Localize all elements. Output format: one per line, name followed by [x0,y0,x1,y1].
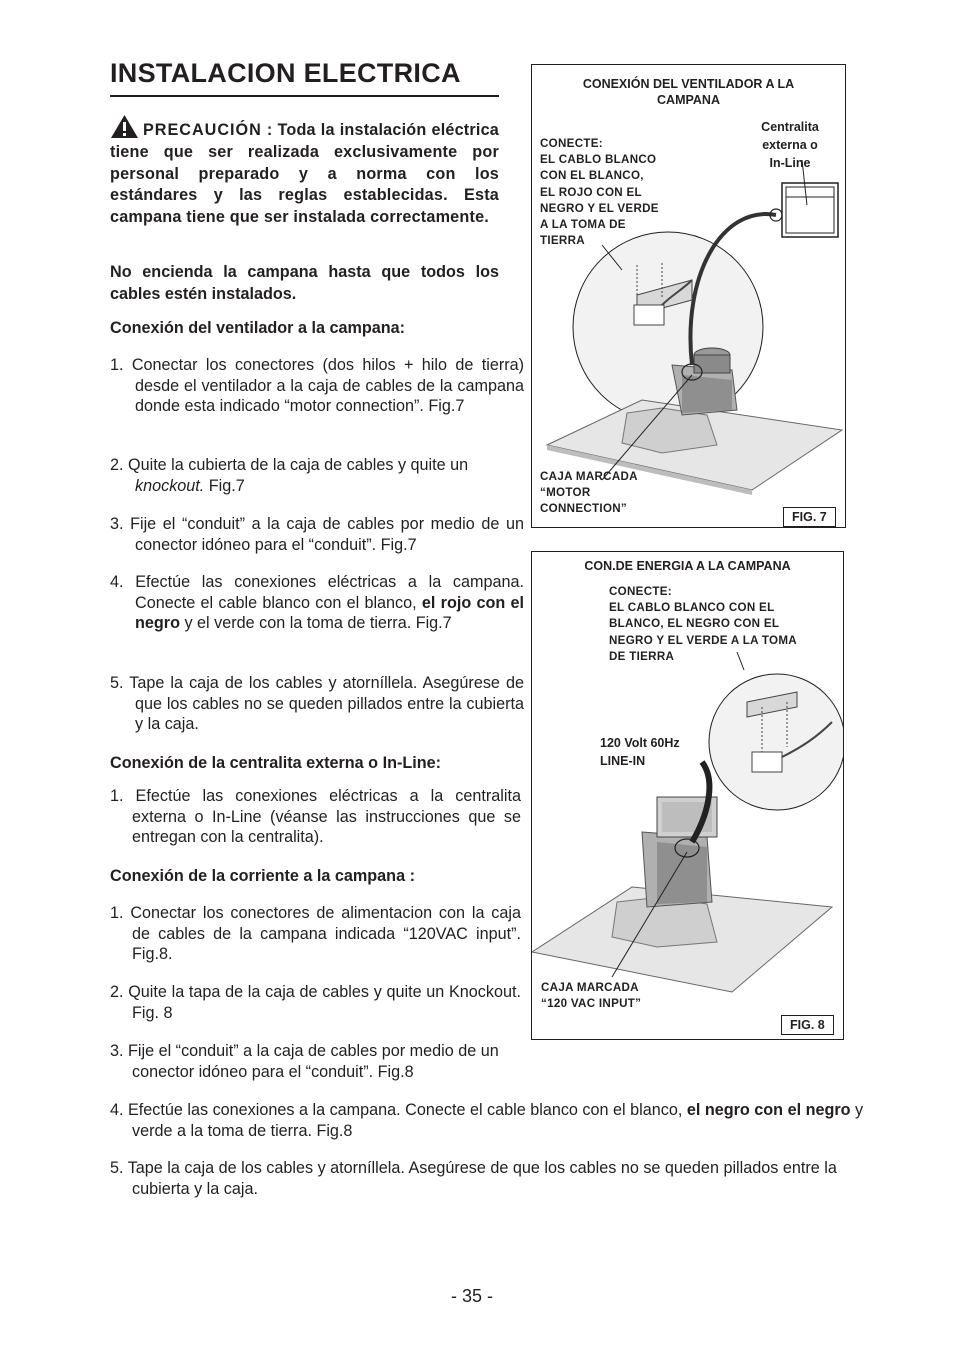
section3-step-1: 1. Conectar los conectores de alimentacion con la caja de cables de la campana indicada “120VAC input”. Fig.8. [110,904,521,964]
fig8-connect-note: CONECTE: EL CABLO BLANCO CON EL BLANCO, EL NEGRO CON EL NEGRO Y EL VERDE A LA TOMA DE TIERRA [609,585,797,663]
section3-step-2: 2. Quite la tapa de la caja de cables y quite un Knockout. Fig. 8 [110,983,521,1022]
caution-paragraph: PRECAUCIÓN : Toda la instalación eléctrica tiene que ser realizada exclusivamente por personal preparado y a norma con los estándares y las reglas establecidas. Esta campana tiene que ser instalada correctamente. [110,114,499,229]
fig7-tag: FIG. 7 [783,507,836,527]
notice-paragraph: No encienda la campana hasta que todos los cables estén instalados. [110,263,499,303]
figure-8 [531,551,844,1040]
section3-step-5: 5. Tape la caja de los cables y atorníllela. Asegúrese de que los cables no se queden pillados entre la cubierta y la caja. [110,1159,837,1198]
fig8-volt-label: 120 Volt 60Hz LINE-IN [600,736,680,768]
fig7-controller-label: Centralita externa o In-Line [761,120,819,170]
section1-step-2: 2. Quite la cubierta de la caja de cables y quite un knockout. Fig.7 [110,456,469,495]
section1-step-1: 1. Conectar los conectores (dos hilos + hilo de tierra) desde el ventilador a la caja de cables de la campana donde esta indicado “motor connection”. Fig.7 [110,356,524,416]
section3-heading: Conexión de la corriente a la campana : [110,867,415,885]
fig7-connect-note: CONECTE: EL CABLO BLANCO CON EL BLANCO, EL ROJO CON EL NEGRO Y EL VERDE A LA TOMA DE TIERRA [540,137,659,248]
section3-step-3: 3. Fije el “conduit” a la caja de cables por medio de un conector idóneo para el “conduit”. Fig.8 [110,1042,499,1081]
page-title: INSTALACION ELECTRICA [110,58,461,88]
section1-step-5: 5. Tape la caja de los cables y atorníllela. Asegúrese de que los cables no se queden pillados entre la cubierta y la caja. [110,674,524,734]
section1-step-4: 4. Efectúe las conexiones eléctricas a la campana. Conecte el cable blanco con el blanco, el rojo con el negro y el verde con la toma de tierra. Fig.7 [110,573,524,633]
caution-label: PRECAUCIÓN [143,121,262,139]
title-rule [110,95,499,97]
section3-step-4: 4. Efectúe las conexiones a la campana. Conecte el cable blanco con el blanco, el negro con el negro y verde a la toma de tierra. Fig.8 [110,1101,864,1140]
fig8-box-label: CAJA MARCADA “120 VAC INPUT” [541,981,642,1011]
caution-text: Toda la instalación eléctrica tiene que ser realizada exclusivamente por personal preparado y a norma con los estándares y las reglas establecidas. Esta campana tiene que ser instalada correctamente. [110,121,499,227]
section1-heading: Conexión del ventilador a la campana: [110,319,406,337]
fig8-tag: FIG. 8 [781,1015,834,1035]
section1-step-3: 3. Fije el “conduit” a la caja de cables por medio de un conector idóneo para el “conduit”. Fig.7 [110,515,524,554]
page-number: - 35 - [451,1286,494,1306]
figure-7 [531,64,846,528]
fig8-title: CON.DE ENERGIA A LA CAMPANA [584,559,791,573]
section2-heading: Conexión de la centralita externa o In-Line: [110,754,442,772]
section2-step-1: 1. Efectúe las conexiones eléctricas a la centralita externa o In-Line (véanse las instrucciones que se entregan con la centralita). [110,787,521,847]
warning-icon [110,114,139,139]
fig7-title: CONEXIÓN DEL VENTILADOR A LA CAMPANA [582,77,795,107]
fig7-box-label: CAJA MARCADA “MOTOR CONNECTION” [540,470,638,516]
